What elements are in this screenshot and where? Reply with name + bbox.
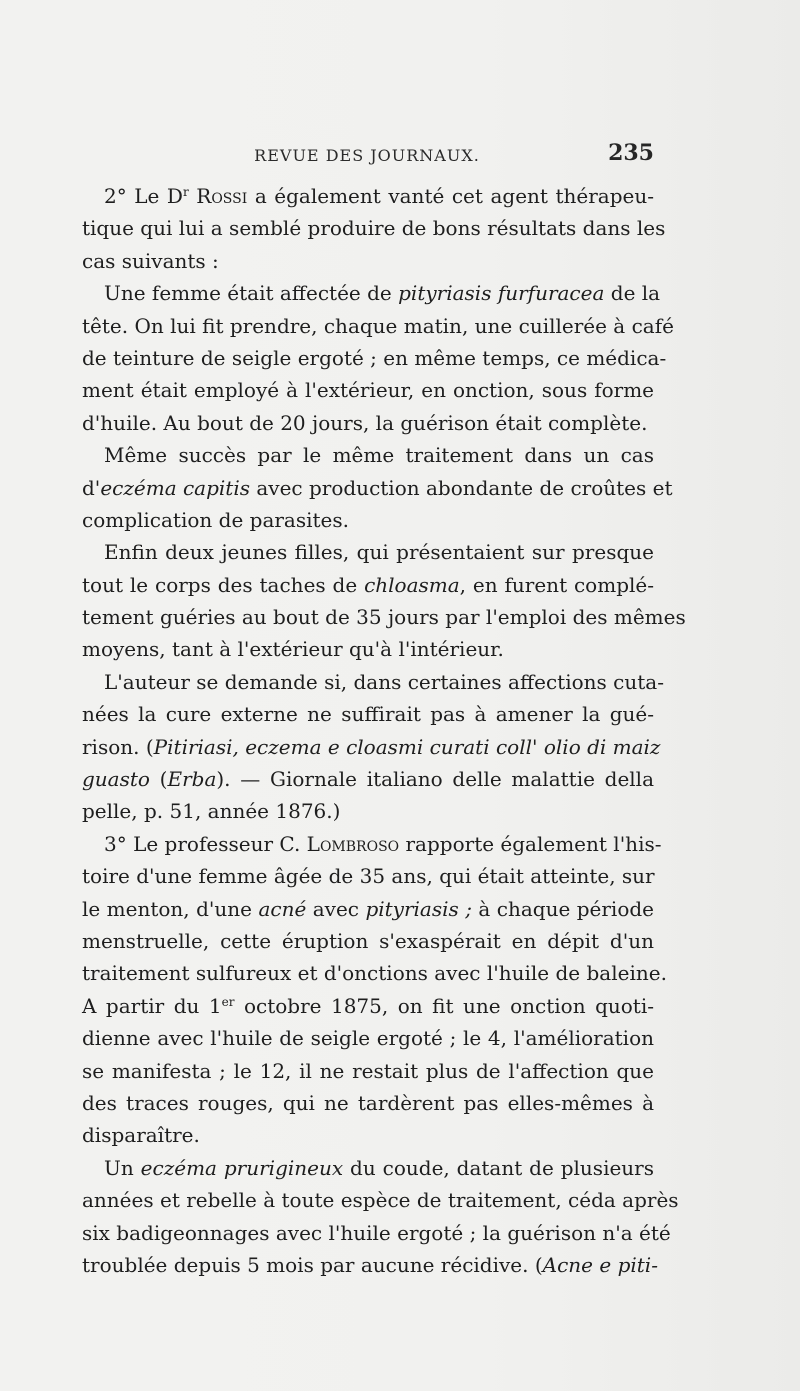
text-run: cas suivants : [82, 248, 219, 273]
text-run: Un [104, 1155, 141, 1180]
page-number: 235 [608, 140, 654, 166]
text-line [82, 1184, 679, 1216]
text-run: d'huile. Au bout de 20 jours, la guérison était complète. [82, 410, 648, 435]
text-run: tique qui lui a semblé produire de bons résultats dans les [82, 216, 666, 241]
text-run: complication de parasites. [82, 507, 350, 532]
text-line [82, 407, 654, 439]
text-run: se manifesta ; le 12, il ne restait plus de l'affection que [82, 1058, 654, 1083]
italic-term: guasto [82, 767, 150, 792]
text-line [82, 472, 673, 504]
body-text [82, 180, 686, 1281]
text-run: dienne avec l'huile de seigle ergoté ; le 4, l'amélioration [82, 1026, 654, 1051]
page-header [80, 140, 654, 170]
text-line [82, 698, 654, 730]
text-run: avec [306, 896, 366, 921]
text-line [82, 1055, 654, 1087]
text-run: a également vanté cet agent thérapeu- [247, 184, 655, 208]
text-run: A partir du 1 [82, 993, 222, 1018]
text-line [82, 1087, 654, 1119]
text-line [82, 180, 654, 212]
text-run: 3° Le professeur C. [104, 831, 307, 856]
text-line [82, 1152, 654, 1184]
text-run: de teinture de seigle ergoté ; en même temps, ce médica- [82, 345, 667, 370]
text-line [82, 212, 666, 244]
text-line [82, 504, 654, 536]
text-run: à chaque période [471, 896, 655, 921]
italic-term: Erba [167, 767, 217, 792]
text-run: 2° Le D [104, 184, 183, 208]
text-line [82, 374, 654, 406]
text-line [82, 860, 654, 892]
text-line [82, 828, 662, 860]
text-run: L'auteur se demande si, dans certaines affections cuta- [104, 669, 664, 694]
text-line [82, 310, 674, 342]
italic-term: eczéma capitis [100, 475, 250, 500]
italic-term: eczéma prurigineux [140, 1155, 344, 1180]
italic-term: chloasma [364, 572, 460, 597]
text-line [82, 990, 654, 1022]
italic-term: Acne e piti- [542, 1252, 658, 1277]
text-run: nées la cure externe ne suffirait pas à amener la gué- [82, 702, 654, 727]
superscript: er [221, 994, 235, 1009]
italic-term: acné [258, 896, 307, 921]
text-line [82, 957, 667, 989]
text-line [82, 569, 654, 601]
text-run: tout le corps des taches de [82, 572, 365, 597]
author-name: Lombroso [306, 831, 400, 856]
author-name: Rossi [196, 184, 248, 208]
text-line [82, 536, 654, 568]
text-run: Une femme était affectée de [104, 281, 399, 306]
text-run: troublée depuis 5 mois par aucune récidive. ( [82, 1252, 543, 1277]
text-run: Enfin deux jeunes filles, qui présentaient sur presque [104, 540, 654, 565]
text-line [82, 795, 654, 827]
text-line [82, 439, 654, 471]
text-run: pelle, p. 51, année 1876.) [82, 799, 341, 824]
text-run: disparaître. [82, 1123, 200, 1148]
text-run: moyens, tant à l'extérieur qu'à l'intérieur. [82, 637, 504, 662]
text-run: le menton, d'une [82, 896, 259, 921]
superscript: r [182, 185, 189, 199]
italic-term: pityriasis ; [365, 896, 472, 921]
text-line [82, 1249, 658, 1281]
text-run: octobre 1875, on fit une onction quoti- [234, 993, 654, 1018]
text-line [82, 1217, 671, 1249]
text-run: Même succès par le même traitement dans un cas [104, 443, 654, 468]
text-run: d' [82, 475, 101, 500]
text-line [82, 666, 664, 698]
text-line [82, 763, 654, 795]
text-run: traitement sulfureux et d'onctions avec l'huile de baleine. [82, 961, 667, 986]
text-run: des traces rouges, qui ne tardèrent pas elles-mêmes à [82, 1090, 654, 1115]
text-line [82, 1119, 654, 1151]
text-line [82, 245, 654, 277]
text-line [82, 731, 661, 763]
text-run: six badigeonnages avec l'huile ergoté ; la guérison n'a été [82, 1220, 671, 1245]
text-run: ment était employé à l'extérieur, en onction, sous forme [82, 378, 654, 403]
text-run: menstruelle, cette éruption s'exaspérait en dépit d'un [82, 928, 654, 953]
text-line [82, 342, 667, 374]
text-line [82, 633, 654, 665]
text-line [82, 277, 661, 309]
text-line [82, 1022, 654, 1054]
text-run: tement guéries au bout de 35 jours par l'emploi des mêmes [82, 605, 686, 630]
text-run: toire d'une femme âgée de 35 ans, qui était atteinte, sur [82, 864, 655, 889]
text-line [82, 601, 686, 633]
text-run: tête. On lui fit prendre, chaque matin, une cuillerée à café [82, 313, 674, 338]
text-run: ( [149, 767, 168, 792]
text-run: années et rebelle à toute espèce de traitement, céda après [82, 1188, 679, 1213]
text-run: , en furent complé- [459, 572, 654, 597]
text-run: ). — Giornale italiano delle malattie della [216, 767, 654, 792]
text-run: du coude, datant de plusieurs [343, 1155, 655, 1180]
text-line [82, 893, 654, 925]
text-run: rison. ( [82, 734, 154, 759]
text-run: de la [604, 281, 661, 306]
text-line [82, 925, 654, 957]
italic-term: Pitiriasi, eczema e cloasmi curati coll' olio di maiz [153, 734, 661, 759]
text-run: avec production abondante de croûtes et [250, 475, 673, 500]
text-run: rapporte également l'his- [399, 831, 662, 856]
italic-term: pityriasis furfuracea [398, 281, 605, 306]
running-title: REVUE DES JOURNAUX. [254, 146, 480, 165]
